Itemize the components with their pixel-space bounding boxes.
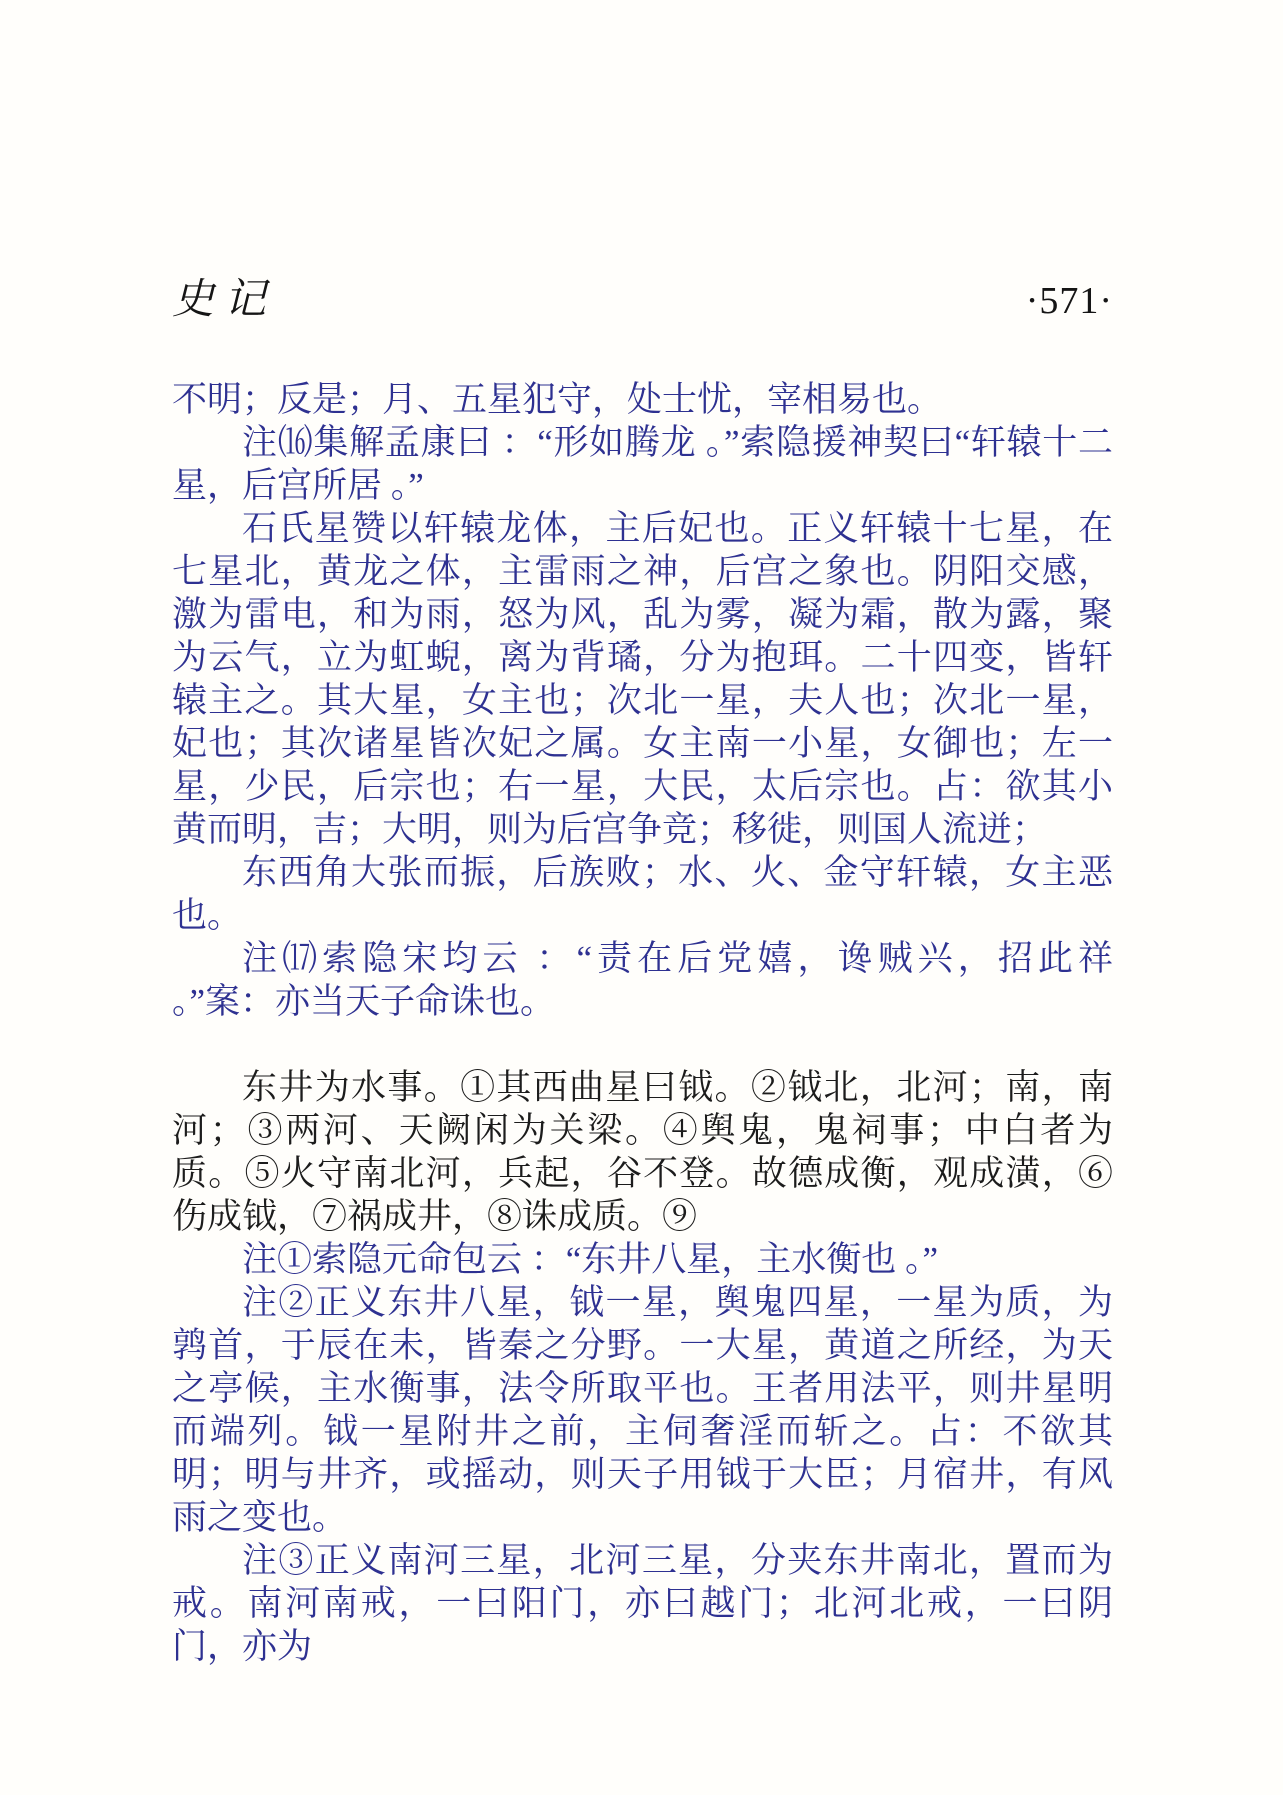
dongxijiao-paragraph: 东西角大张而振，后族败；水、火、金守轩辕，女主恶也。 [172, 853, 1113, 935]
page-header [172, 266, 1113, 326]
document-body [172, 378, 1113, 1668]
note-16-paragraph: 注⒃集解孟康曰 ：“形如腾龙 。”索隐援神契曰“轩辕十二星，后宫所居 。” [172, 423, 1113, 505]
book-title: 史记 [172, 277, 277, 323]
note-17-paragraph: 注⒄索隐宋均云 ：“责在后党嬉，谗贼兴，招此祥 。”案：亦当天子命诛也。 [172, 939, 1113, 1021]
shishi-commentary-paragraph: 石氏星赞以轩辕龙体，主后妃也。正义轩辕十七星，在七星北，黄龙之体，主雷雨之神，后宫之象也。阴阳交感，激为雷电，和为雨，怒为风，乱为雾，凝为霜，散为露，聚为云气，立为虹蜺，离为背璚，分为抱珥。二十四变，皆轩辕主之。其大星，女主也；次北一星，夫人也；次北一星，妃也；其次诸星皆次妃之属。女主南一小星，女御也；左一星，少民，后宗也；右一星，大民，太后宗也。占：欲其小黄而明，吉；大明，则为后宫争竞；移徙，则国人流迸； [172, 509, 1113, 849]
note-3-paragraph: 注③正义南河三星，北河三星，分夹东井南北，置而为戒。南河南戒，一曰阳门，亦曰越门；北河北戒，一曰阴门，亦为 [172, 1541, 1113, 1666]
page-content-area [172, 266, 1113, 1668]
note-2-paragraph: 注②正义东井八星，钺一星，舆鬼四星，一星为质，为鹑首，于辰在未，皆秦之分野。一大星，黄道之所经，为天之亭候，主水衡事，法令所取平也。王者用法平，则井星明而端列。钺一星附井之前，主伺奢淫而斩之。占：不欲其明；明与井齐，或摇动，则天子用钺于大臣；月宿井，有风雨之变也。 [172, 1283, 1113, 1537]
page-number: ·571· [1025, 280, 1113, 322]
continuation-paragraph: 不明；反是；月、五星犯守，处士忧，宰相易也。 [172, 380, 943, 419]
dongjing-main-text-paragraph: 东井为水事。①其西曲星曰钺。②钺北，北河；南，南河；③两河、天阙闲为关梁。④舆鬼，鬼祠事；中白者为质。⑤火守南北河，兵起，谷不登。故德成衡，观成潢，⑥伤成钺，⑦祸成井，⑧诛成质。⑨ [172, 1068, 1113, 1236]
note-1-paragraph: 注①索隐元命包云 ：“东井八星，主水衡也 。” [242, 1240, 939, 1279]
